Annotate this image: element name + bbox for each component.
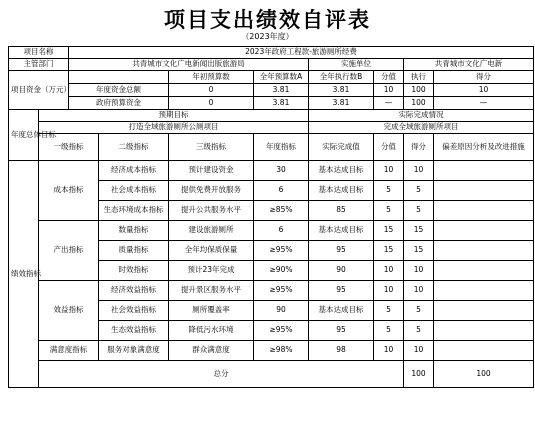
ind-level2: 时效指标 (99, 261, 169, 281)
ind-level2: 服务对象满意度 (99, 341, 169, 361)
total-score-label: 总分 (39, 361, 404, 388)
actual-result-text: 完成全域旅游厕所项目 (309, 122, 534, 134)
fund-row-total-score-value: 10 (374, 84, 404, 97)
expected-goal-text: 打造全域旅游厕所公厕项目 (39, 122, 309, 134)
fund-header-exec-rate: 执行 (404, 71, 434, 84)
ind-score: 5 (404, 321, 434, 341)
fund-header-blank (69, 71, 169, 84)
ind-actual: 90 (309, 261, 374, 281)
ind-actual: 基本达成目标 (309, 301, 374, 321)
ind-weight: 10 (374, 261, 404, 281)
performance-side-label: 绩效指标 (9, 161, 39, 388)
ind-level2: 社会成本指标 (99, 181, 169, 201)
ind-level3: 提升公共服务水平 (169, 201, 254, 221)
fund-header-score: 得分 (434, 71, 534, 84)
ind-weight: 5 (374, 321, 404, 341)
project-name-value: 2023年政府工程款-旅游厕所经费 (69, 47, 534, 59)
ind-actual: 95 (309, 321, 374, 341)
ind-weight: 5 (374, 301, 404, 321)
ind-actual: 基本达成目标 (309, 161, 374, 181)
fund-header-budget-year: 全年预算数A (254, 71, 309, 84)
ind-weight: 5 (374, 181, 404, 201)
fund-label: 项目资金（万元） (9, 71, 69, 110)
ind-score: 5 (404, 301, 434, 321)
fund-row-gov-exec-rate: 100 (404, 97, 434, 110)
fund-row-gov-label: 政府预算资金 (69, 97, 169, 110)
exec-unit-value: 共青城市文化广电新 (404, 59, 534, 71)
ind-level3: 建设旅游厕所 (169, 221, 254, 241)
ind-header-weight: 分值 (374, 134, 404, 161)
ind-target: 6 (254, 181, 309, 201)
ind-weight: 10 (374, 341, 404, 361)
ind-weight: 10 (374, 281, 404, 301)
ind-header-level1: 一级指标 (39, 134, 99, 161)
ind-header-level3: 三级指标 (169, 134, 254, 161)
ind-actual: 基本达成目标 (309, 221, 374, 241)
fund-header-budget-start: 年初预算数 (169, 71, 254, 84)
ind-reason (434, 301, 534, 321)
ind-header-level2: 二级指标 (99, 134, 169, 161)
ind-level3: 降低污水环境 (169, 321, 254, 341)
dept-label: 主管部门 (9, 59, 69, 71)
fund-row-gov-executed: 3.81 (309, 97, 374, 110)
ind-weight: 5 (374, 201, 404, 221)
expected-goal-header: 预期目标 (39, 110, 309, 122)
ind-level3: 预计23年完成 (169, 261, 254, 281)
fund-header-score-value: 分值 (374, 71, 404, 84)
dept-value: 共青城市文化广电新闻出版旅游局 (69, 59, 309, 71)
ind-score: 5 (404, 201, 434, 221)
ind-level3: 提供免费开放服务 (169, 181, 254, 201)
ind-target: ≥95% (254, 281, 309, 301)
total-score: 100 (434, 361, 534, 388)
ind-level2: 生态环境成本指标 (99, 201, 169, 221)
ind-level2: 质量指标 (99, 241, 169, 261)
fund-row-total-exec-rate: 100 (404, 84, 434, 97)
fund-row-gov-budget-year: 3.81 (254, 97, 309, 110)
page-title: 项目支出绩效自评表 (164, 7, 371, 32)
project-name-label: 项目名称 (9, 47, 69, 59)
ind-target: ≥90% (254, 261, 309, 281)
ind-weight: 15 (374, 221, 404, 241)
ind-level2: 数量指标 (99, 221, 169, 241)
ind-target: 6 (254, 221, 309, 241)
fund-row-total-budget-year: 3.81 (254, 84, 309, 97)
ind-reason (434, 181, 534, 201)
ind-actual: 95 (309, 241, 374, 261)
ind-target: 30 (254, 161, 309, 181)
fund-row-total-label: 年度资金总额 (69, 84, 169, 97)
ind-group-level1: 效益指标 (39, 281, 99, 341)
fund-row-gov-budget-start: 0 (169, 97, 254, 110)
ind-actual: 95 (309, 281, 374, 301)
ind-group-level1: 成本指标 (39, 161, 99, 221)
ind-reason (434, 261, 534, 281)
ind-header-reason: 偏差原因分析及改进措施 (434, 134, 534, 161)
ind-score: 10 (404, 341, 434, 361)
fund-row-gov-score-value: — (374, 97, 404, 110)
ind-group-level1: 产出指标 (39, 221, 99, 281)
ind-group-level1: 满意度指标 (39, 341, 99, 361)
fund-row-gov-score: — (434, 97, 534, 110)
ind-reason (434, 321, 534, 341)
ind-reason (434, 221, 534, 241)
fund-header-executed: 全年执行数B (309, 71, 374, 84)
exec-unit-label: 实施单位 (309, 59, 404, 71)
ind-level2: 经济成本指标 (99, 161, 169, 181)
actual-result-header: 实际完成情况 (309, 110, 534, 122)
ind-level3: 厕所覆盖率 (169, 301, 254, 321)
ind-level2: 社会效益指标 (99, 301, 169, 321)
ind-score: 10 (404, 161, 434, 181)
ind-score: 15 (404, 241, 434, 261)
ind-header-score: 得分 (404, 134, 434, 161)
ind-level3: 提升景区服务水平 (169, 281, 254, 301)
total-weight: 100 (404, 361, 434, 388)
ind-target: ≥85% (254, 201, 309, 221)
ind-weight: 15 (374, 241, 404, 261)
ind-reason (434, 341, 534, 361)
ind-score: 10 (404, 261, 434, 281)
ind-actual: 98 (309, 341, 374, 361)
ind-reason (434, 161, 534, 181)
ind-target: 90 (254, 301, 309, 321)
ind-weight: 10 (374, 161, 404, 181)
ind-score: 5 (404, 181, 434, 201)
ind-header-target: 年度指标 (254, 134, 309, 161)
ind-score: 10 (404, 281, 434, 301)
page-subtitle: （2023年度） (241, 32, 294, 41)
ind-target: ≥98% (254, 341, 309, 361)
ind-actual: 85 (309, 201, 374, 221)
fund-row-total-score: 10 (434, 84, 534, 97)
fund-row-total-budget-start: 0 (169, 84, 254, 97)
ind-score: 15 (404, 221, 434, 241)
ind-reason (434, 201, 534, 221)
fund-row-total-executed: 3.81 (309, 84, 374, 97)
ind-level3: 群众满意度 (169, 341, 254, 361)
ind-level3: 预计建设资金 (169, 161, 254, 181)
annual-goal-label: 年度总体目标 (9, 110, 39, 161)
ind-actual: 基本达成目标 (309, 181, 374, 201)
ind-reason (434, 281, 534, 301)
performance-table (8, 46, 534, 388)
ind-level2: 生态效益指标 (99, 321, 169, 341)
ind-level3: 全年均保质保量 (169, 241, 254, 261)
ind-target: ≥95% (254, 241, 309, 261)
ind-header-actual: 实际完成值 (309, 134, 374, 161)
ind-target: ≥95% (254, 321, 309, 341)
ind-level2: 经济效益指标 (99, 281, 169, 301)
ind-reason (434, 241, 534, 261)
